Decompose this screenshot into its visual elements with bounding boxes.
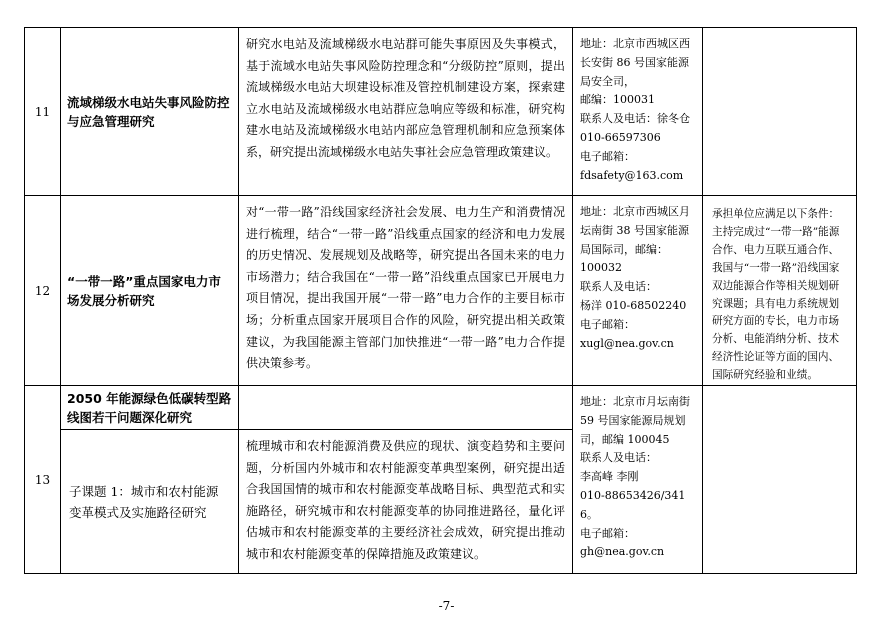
- contact-line: 联系人及电话：: [580, 451, 657, 465]
- table-row-11: [25, 28, 857, 196]
- contact-line: 邮编：100031: [580, 93, 655, 107]
- contact-email: gh@nea.gov.cn: [580, 545, 665, 559]
- table-row-12: [25, 196, 857, 386]
- table-row-13: [25, 386, 857, 430]
- project-description: 研究水电站及流域梯级水电站群可能失事原因及失事模式，基于流域水电站失事风险防控理念和“分级防控”原则，提出流域梯级水电站大坝建设标准及管控机制建设方案，探索建立水电站及流域梯级水电站群应急响应等级和标准，研究构建水电站及流域梯级水电站内部应急管理机制和应急预案体系，研究提出流域梯级水电站失事社会应急管理政策建议。: [239, 28, 573, 196]
- row-number: 13: [25, 386, 61, 574]
- contact-line: 电子邮箱：: [580, 317, 635, 331]
- requirements: 承担单位应满足以下条件：主持完成过“一带一路”能源合作、电力互联互通合作、我国与“一带一路”沿线国家双边能源合作等相关规划研究课题；具有电力系统规划研究方面的专长，电力市场分析、电能消纳分析、技术经济性论证等方面的国内、国际研究经验和业绩。: [703, 196, 857, 386]
- contact-info: [573, 196, 703, 386]
- contact-line: 李高峰 李刚: [580, 470, 639, 484]
- requirements: [703, 28, 857, 196]
- contact-line: 地址：北京市西城区西: [580, 37, 690, 50]
- contact-line: 地址：北京市月坛南街: [580, 395, 690, 409]
- project-title: 2050 年能源绿色低碳转型路线图若干问题深化研究: [61, 386, 239, 430]
- requirements: [703, 386, 857, 574]
- project-title: “一带一路”重点国家电力市场发展分析研究: [61, 196, 239, 386]
- contact-line: 联系人及电话：徐冬仓: [580, 112, 690, 126]
- contact-line: 长安街 86 号国家能源: [580, 55, 689, 69]
- contact-line: 坛南街 38 号国家能源: [580, 223, 689, 237]
- contact-line: 地址：北京市西城区月: [580, 205, 690, 218]
- contact-line: 010-88653426/3416。: [580, 489, 686, 521]
- contact-line: 局国际司，邮编：: [580, 242, 668, 256]
- contact-line: 司，邮编 100045: [580, 432, 670, 446]
- subtopic-title: 子课题 1：城市和农村能源变革模式及实施路径研究: [61, 430, 239, 574]
- project-title: 流域梯级水电站失事风险防控与应急管理研究: [61, 28, 239, 196]
- contact-line: 局安全司，: [580, 74, 635, 88]
- contact-info: [573, 28, 703, 196]
- project-description: 梳理城市和农村能源消费及供应的现状、演变趋势和主要问题，分析国内外城市和农村能源变革典型案例，研究提出适合我国国情的城市和农村能源变革战略目标、典型范式和实施路径，研究城市和农村能源变革的协同推进路径，量化评估城市和农村能源变革的主要经济社会成效，研究提出推动城市和农村能源变革的保障措施及政策建议。: [239, 430, 573, 574]
- row-number: 12: [25, 196, 61, 386]
- row-number: 11: [25, 28, 61, 196]
- page-number: -7-: [438, 599, 455, 613]
- contact-line: 电子邮箱：: [580, 149, 635, 163]
- contact-email: fdsafety@163.com: [580, 168, 684, 182]
- project-table: [24, 27, 857, 574]
- contact-email: xugl@nea.gov.cn: [580, 336, 674, 350]
- contact-line: 电子邮箱：: [580, 526, 635, 540]
- contact-line: 联系人及电话：: [580, 280, 657, 294]
- contact-line: 010-66597306: [580, 130, 661, 144]
- project-description: 对“一带一路”沿线国家经济社会发展、电力生产和消费情况进行梳理，结合“一带一路”沿线重点国家的经济和电力发展的历史情况、发展规划及战略等，研究提出各国未来的电力市场潜力；结合我国在“一带一路”沿线重点国家已开展电力项目情况，提出我国开展“一带一路”电力合作的主要目标市场；分析重点国家开展项目合作的风险，研究提出相关政策建议，为我国能源主管部门加快推进“一带一路”电力合作提供决策参考。: [239, 196, 573, 386]
- contact-line: 59 号国家能源局规划: [580, 413, 686, 427]
- contact-line: 100032: [580, 261, 622, 275]
- contact-line: 杨洋 010-68502240: [580, 298, 687, 312]
- contact-info: [573, 386, 703, 574]
- empty-cell: [239, 386, 573, 430]
